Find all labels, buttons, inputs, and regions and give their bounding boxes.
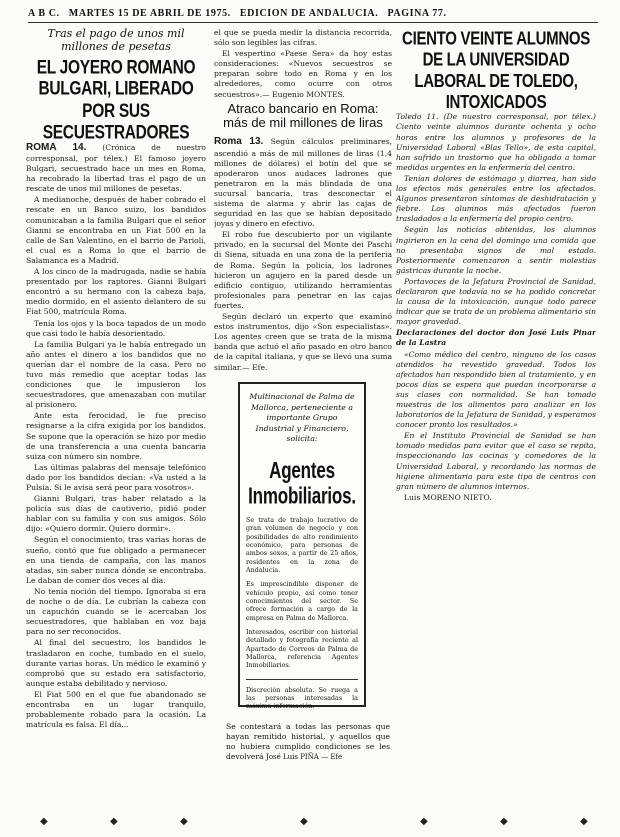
article-kicker: Tras el pago de unos mil millones de pesetas [47, 28, 185, 53]
article-paragraph: El Fiat 500 en el que fue abandonado se encontraba en un lugar tranquilo, probablemente robado para la ocasión. La matrícula es falsa. El día... [26, 689, 206, 730]
article-subhead: Declaraciones del doctor don José Luis Pinar de la Lastra [396, 328, 596, 348]
footer-note [226, 722, 390, 763]
lead-dateline: Toledo 11. [396, 112, 439, 122]
footer-sign: José Luis PIÑA — Efe [266, 753, 343, 762]
ad-confidential: Discreción absoluta. Se ruega a las personas interesadas la máxima información. [246, 685, 358, 711]
ad-text: Se trata de trabajo lucrativo de gran volumen de negocio y con posibilidades de alto rendimiento económico, para personas de ambos sexos, a partir de 25 años, residentes en la zona de Andalucía. [246, 515, 358, 574]
footer-text: Se contestará a todas las personas que hayan remitido historial, y aquellos que no hubiera cumplido condiciones se les devolverá [226, 722, 390, 762]
registration-mark: ◆ [40, 816, 48, 827]
article-paragraph: Según las noticias obtenidas, los alumnos ingirieron en la cena del domingo una comida que no presentaba signos de mal estado. Posteriormente comenzaron a sentir molestias gástricas durante la noche. [396, 225, 596, 275]
middle-column [214, 28, 392, 403]
article-paragraph: Según declaró un experto que examinó estos instrumentos, dijo «Son especialistas». Los agentes creen que se trata de la misma banda que actuó el año pasado en otro banco de la capital italiana, y que se llevó una suma similar.— Efe. [214, 312, 392, 372]
ad-intro: Multinacional de Palma de Mallorca, perteneciente a importante Grupo Industrial y Financiero, solicita: [249, 392, 355, 444]
lead-dateline: Roma 13. [214, 136, 264, 148]
registration-mark: ◆ [420, 816, 428, 827]
issue-date: MARTES 15 DE ABRIL DE 1975. [68, 8, 231, 19]
article-headline: EL JOYERO ROMANO BULGARI, LIBERADO POR SUS SECUESTRADORES [36, 57, 196, 144]
article-paragraph: Según el conocimiento, tras varias horas de sueño, contó que fue obligado a permanecer en una tienda de campaña, con las manos atadas, sin saber nunca dónde se encontraba. Le daban de comer dos veces al día. [26, 535, 206, 585]
article-paragraph: Gianni Bulgari, tras haber relatado a la policía sus días de cautiverio, pidió poder hablar con su familia y con sus amigos. Sólo dijo: «Quiero dormir. Quiero dormir». [26, 494, 206, 534]
masthead [28, 8, 598, 26]
article-signature: Luis MORENO NIETO. [404, 492, 492, 502]
registration-mark: ◆ [180, 816, 188, 827]
masthead-rule [28, 22, 598, 23]
article-continuation: El vespertino «Paese Sera» da hoy estas consideraciones: «Nuevos secuestros se preparan sobre todo en Roma y en los alrededores, como ocurre con otros secuestros».— Eugenio MONTES. [214, 49, 392, 99]
article-paragraph: En el Instituto Provincial de Sanidad se han tomado medidas para evitar que el caso se repita, inspeccionando las cocinas y comedores de la Universidad Laboral, y recordando las normas de higiene alimentaria para este tipo de centros con gran número de alumnos internos. [396, 431, 596, 491]
ad-title: Agentes Inmobiliarios. [248, 457, 356, 509]
article-paragraph: Tenía los ojos y la boca tapados de un modo que casi todo le había desorientado. [26, 318, 206, 338]
registration-mark: ◆ [110, 816, 118, 827]
registration-mark: ◆ [500, 816, 508, 827]
article-paragraph: A medianoche, después de haber cobrado el rescate en un Banco suizo, los bandidos comunicaban a la familia Bulgari que el señor Gianni se encontraba en un Fiat 500 en la calle de San Valentino, en el barrio de Parioli, el cual es a Roma lo que el barrio de Salamanca es a Madrid. [26, 195, 206, 265]
article-paragraph: Ante esta ferocidad, le fue preciso resignarse a la cifra exigida por los bandidos. Se supone que la operación se hizo por medio de una transferencia a una cuenta bancaria suiza con número sin nombre. [26, 411, 206, 461]
article-bulgari [26, 28, 206, 828]
article-paragraph: El robo fue descubierto por un vigilante privado, en la sucursal del Monte dei Paschi di Siena, situada en una zona de la periferia de Roma. Según la policía, los ladrones hicieron un agujero en la pared desde un edificio contiguo, utilizando herramientas profesionales para penetrar en las cajas fuertes. [214, 230, 392, 310]
page-number: PAGINA 77. [387, 8, 447, 19]
article-lead [214, 135, 392, 229]
article-paragraph: «Como médico del centro, ninguno de los casos atendidos ha revestido gravedad. Todos los afectados han respondido bien al tratamiento, y en pocos días se espera que puedan incorporarse a sus clases con normalidad. Se han tomado muestras de los alimentos para analizar en los laboratorios de la Jefatura de Sanidad, y esperamos conocer pronto los resultados.» [396, 349, 596, 430]
article-paragraph: A los cinco de la madrugada, nadie se había presentado por los raptores. Gianni Bulgari encontró a su hermano con la cabeza baja, medio dormido, en el asiento delantero de su Fiat 500, matrícula Roma. [26, 267, 206, 317]
lead-text: (De nuestro corresponsal, por télex.) Ciento veinte alumnos durante ochenta y ocho horas entre los alumnos y profesores de la Universidad Laboral «Blas Tello», de esta capital, han sufrido un trastorno que ha obligado a tomar medidas urgentes en la enfermería del centro. [396, 112, 596, 172]
registration-mark: ◆ [300, 816, 308, 827]
article-headline-atraco: Atraco bancario en Roma: más de mil millones de liras [223, 100, 383, 130]
edition: EDICION DE ANDALUCIA. [239, 8, 379, 19]
article-paragraph: Las últimas palabras del mensaje telefónico dado por los bandidos decían: «Va usted a la Pulsia. Si le avisa será peor para vosotros». [26, 462, 206, 493]
registration-mark: ◆ [580, 816, 588, 827]
ad-text: Es imprescindible disponer de vehículo propio, así como tener conocimientos del sector. Se ofrece formación a cargo de la empresa en Palma de Mallorca. [246, 580, 358, 622]
job-advertisement [238, 382, 366, 711]
article-paragraph: La familia Bulgari ya le había entregado un año antes el dinero a los bandidos que no querían dar el nombre de la casa. Pero no tuvo más remedio que aceptar todas las condiciones que le impusieron los secuestradores, que amenazaban con mutilar al prisionero. [26, 339, 206, 410]
article-toledo [396, 28, 596, 828]
lead-text: (Crónica de nuestro corresponsal, por télex.) El famoso joyero Bulgari, secuestrado hace un mes en Roma, ha recobrado la libertad tras el pago de un rescate de unos mil millones de pesetas. [26, 142, 206, 194]
article-paragraph: Tenían dolores de estómago y diarrea, han sido los efectos más generales entre los afectados. Algunos presentaron síntomas de deshidratación y fiebre. Los alumnos más afectados fueron trasladados a la enfermería del propio centro. [396, 173, 596, 224]
article-paragraph: No tenía noción del tiempo. Ignoraba si era de noche o de día. Le cubrían la cabeza con un capuchón cuando se le acercaban los secuestradores, que hablaban en voz baja para no ser reconocidos. [26, 586, 206, 637]
article-continuation: el que se pueda medir la distancia recorrida, sólo son legibles las cifras. [214, 28, 392, 48]
article-paragraph: Portavoces de la Jefatura Provincial de Sanidad, declararon que todavía no se ha podido concretar la causa de la intoxicación, aunque todo parece indicar que se trata de un problema alimentario sin mayor gravedad. [396, 276, 596, 327]
ad-text: Interesados, escribir con historial detallado y fotografía reciente al Apartado de Correos de Palma de Mallorca, referencia Agentes Inmobiliarios. [246, 627, 358, 670]
ad-divider [246, 679, 358, 680]
article-paragraph: Al final del secuestro, los bandidos le trasladaron en coche, tumbado en el suelo, durante varias horas. Un médico le examinó y comprobó que su estado era satisfactorio, aunque estaba debilitado y nervioso. [26, 638, 206, 688]
paper-name: A B C. [28, 8, 60, 19]
article-headline: CIENTO VEINTE ALUMNOS DE LA UNIVERSIDAD LABORAL DE TOLEDO, INTOXICADOS [402, 28, 590, 114]
registration-marks [0, 812, 620, 832]
lead-text: Según cálculos preliminares, ascendió a más de mil millones de liras (1,4 millones de dólares) el botín del que se apoderaron unos audaces ladrones que penetraron en la más blindada de una sucursal bancaria, tras desconectar el sistema de alarma y abrir las cajas de seguridad en las que se habían depositado joyas y dinero en efectivo. [214, 137, 392, 229]
lead-dateline: ROMA 14. [26, 141, 87, 153]
